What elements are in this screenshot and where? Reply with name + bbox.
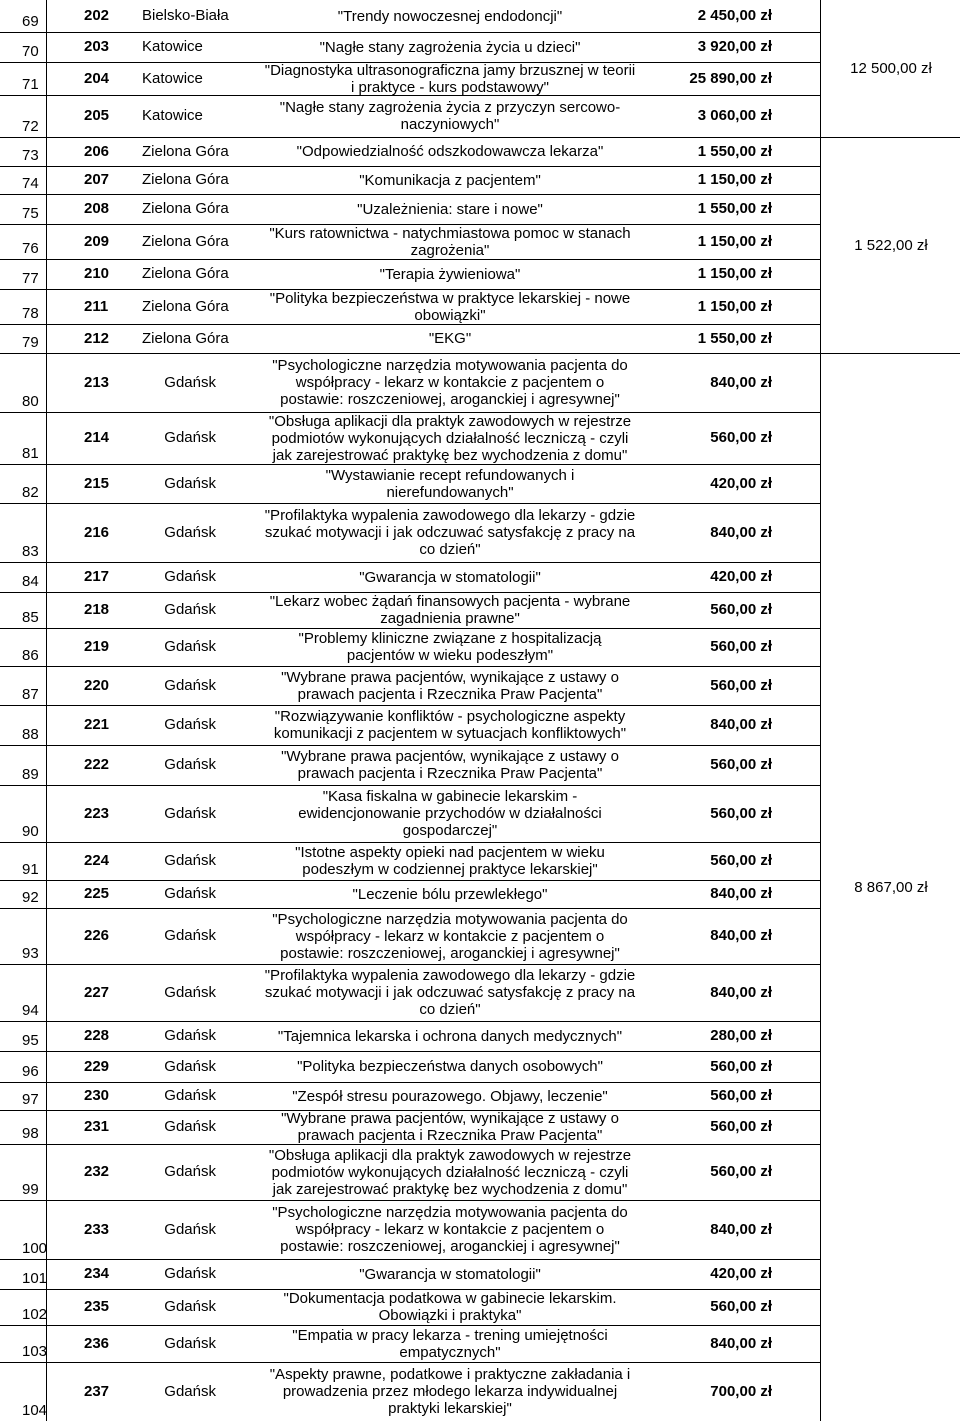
group-total-zielona-gora: 1 522,00 zł	[854, 236, 928, 254]
city-name: Zielona Góra	[142, 171, 229, 188]
course-price: 280,00 zł	[710, 1027, 772, 1044]
table-row	[0, 745, 820, 785]
city-name: Zielona Góra	[142, 265, 229, 282]
table-row	[0, 62, 820, 95]
course-number: 212	[84, 329, 110, 347]
course-number: 223	[84, 804, 110, 822]
city-name: Zielona Góra	[142, 200, 229, 217]
course-title: "Aspekty prawne, podatkowe i praktyczne zakładania i prowadzenia przez młodego lekarza indywidualnej praktyki lekarskiej"	[269, 1366, 631, 1417]
course-title: "Kurs ratownictwa - natychmiastowa pomoc w stanach zagrożenia"	[269, 224, 631, 259]
table-row	[0, 1051, 820, 1082]
row-number: 99	[22, 1181, 39, 1198]
table-row	[0, 666, 820, 705]
group-total-katowice: 12 500,00 zł	[850, 60, 932, 77]
course-number: 231	[84, 1118, 110, 1135]
course-number: 210	[84, 265, 110, 282]
course-number: 235	[84, 1298, 110, 1315]
course-title: "Nagłe stany zagrożenia życia u dzieci"	[319, 38, 581, 56]
course-title: "Rozwiązywanie konfliktów - psychologiczne aspekty komunikacji z pacjentem w sytuacjach konfliktowych"	[273, 708, 627, 742]
city-name: Gdańsk	[164, 927, 216, 944]
city-name: Katowice	[142, 38, 203, 55]
table-row	[0, 1259, 820, 1289]
row-number: 103	[22, 1343, 48, 1360]
course-price: 840,00 zł	[710, 716, 772, 733]
table-row	[0, 353, 820, 412]
city-name: Gdańsk	[164, 1334, 216, 1352]
course-number: 219	[84, 638, 110, 655]
table-row	[0, 785, 820, 842]
city-name: Gdańsk	[164, 1087, 216, 1104]
table-row	[0, 842, 820, 880]
course-price: 560,00 zł	[710, 1163, 772, 1180]
table-row	[0, 908, 820, 964]
course-number: 217	[84, 568, 110, 585]
table-row	[0, 705, 820, 745]
row-number: 88	[22, 726, 39, 743]
row-number: 86	[22, 647, 39, 664]
course-title: "Wybrane prawa pacjentów, wynikające z ustawy o prawach pacjenta i Rzecznika Praw Pacjenta"	[281, 668, 619, 703]
table-row	[0, 324, 820, 353]
table-row	[0, 95, 820, 137]
row-number: 104	[22, 1402, 48, 1419]
course-number: 237	[84, 1382, 110, 1400]
city-name: Gdańsk	[164, 1382, 216, 1400]
row-number: 93	[22, 945, 39, 962]
course-title: "Psychologiczne narzędzia motywowania pacjenta do współpracy - lekarz w kontakcie z pacjentem o postawie: roszczeniowej, aroganckiej i agresywnej"	[272, 910, 628, 962]
city-name: Gdańsk	[164, 1163, 216, 1180]
course-price: 560,00 zł	[710, 1057, 772, 1075]
row-number: 90	[22, 823, 39, 840]
table-row	[0, 194, 820, 224]
course-number: 204	[84, 69, 110, 87]
course-title: "Komunikacja z pacjentem"	[359, 171, 541, 189]
city-name: Gdańsk	[164, 1298, 216, 1315]
row-number: 101	[22, 1270, 48, 1287]
city-name: Katowice	[142, 107, 203, 124]
course-number: 205	[84, 107, 110, 124]
row-number: 94	[22, 1002, 39, 1019]
course-price: 840,00 zł	[710, 1334, 772, 1352]
city-name: Gdańsk	[164, 1265, 216, 1282]
course-title: "Gwarancja w stomatologii"	[359, 568, 541, 586]
column-divider	[820, 0, 821, 1421]
course-title: "Empatia w pracy lekarza - trening umiejętności empatycznych"	[292, 1326, 608, 1361]
table-row	[0, 1362, 820, 1421]
course-price: 560,00 zł	[710, 1118, 772, 1135]
course-number: 229	[84, 1057, 110, 1075]
city-name: Gdańsk	[164, 568, 216, 585]
course-number: 224	[84, 852, 110, 869]
course-number: 208	[84, 200, 110, 217]
course-price: 560,00 zł	[710, 601, 772, 618]
table-row	[0, 1082, 820, 1110]
course-price: 420,00 zł	[710, 1265, 772, 1282]
course-number: 233	[84, 1220, 110, 1238]
row-number: 73	[22, 147, 39, 164]
row-number: 72	[22, 118, 39, 135]
row-number: 100	[22, 1240, 48, 1257]
table-row	[0, 0, 820, 32]
row-number: 87	[22, 686, 39, 703]
table-row	[0, 964, 820, 1021]
course-title: "Diagnostyka ultrasonograficzna jamy brzusznej w teorii i praktyce - kurs podstawowy"	[264, 61, 636, 96]
group-total-gdansk: 8 867,00 zł	[854, 878, 928, 896]
course-title: "Obsługa aplikacji dla praktyk zawodowych w rejestrze podmiotów wykonujących działalność leczniczą - czyli jak zarejestrować praktykę bez wychodzenia z domu"	[268, 1146, 632, 1198]
row-number: 74	[22, 175, 39, 192]
course-number: 218	[84, 601, 110, 618]
row-number: 82	[22, 484, 39, 501]
city-name: Gdańsk	[164, 1027, 216, 1044]
row-number: 85	[22, 609, 39, 626]
course-number: 226	[84, 927, 110, 944]
table-row	[0, 562, 820, 592]
table-row	[0, 592, 820, 628]
course-price: 840,00 zł	[710, 523, 772, 541]
course-title: "Odpowiedzialność odszkodowawcza lekarza"	[296, 143, 604, 160]
city-name: Gdańsk	[164, 716, 216, 733]
row-number: 98	[22, 1125, 39, 1142]
table-row	[0, 503, 820, 562]
course-price: 560,00 zł	[710, 852, 772, 869]
course-title: "Dokumentacja podatkowa w gabinecie lekarskim. Obowiązki i praktyka"	[283, 1290, 617, 1324]
course-price: 420,00 zł	[710, 568, 772, 585]
row-number: 91	[22, 861, 39, 878]
course-number: 213	[84, 373, 110, 391]
row-number: 92	[22, 889, 39, 906]
city-name: Gdańsk	[164, 1220, 216, 1238]
row-number: 76	[22, 240, 39, 257]
course-price: 560,00 zł	[710, 676, 772, 694]
course-number: 225	[84, 885, 110, 902]
course-number: 234	[84, 1265, 110, 1282]
course-price: 2 450,00 zł	[697, 7, 772, 24]
city-name: Zielona Góra	[142, 232, 229, 250]
course-title: "Nagłe stany zagrożenia życia z przyczyn sercowo- naczyniowych"	[279, 99, 621, 133]
course-number: 216	[84, 523, 110, 541]
table-row	[0, 1144, 820, 1200]
row-number: 70	[22, 43, 39, 60]
course-price: 560,00 zł	[710, 638, 772, 655]
course-title: "Lekarz wobec żądań finansowych pacjenta - wybrane zagadnienia prawne"	[269, 593, 631, 627]
row-number: 83	[22, 543, 39, 560]
course-price: 560,00 zł	[710, 1298, 772, 1315]
table-row	[0, 1325, 820, 1362]
city-name: Gdańsk	[164, 601, 216, 618]
table-row	[0, 1021, 820, 1051]
course-title: "Wybrane prawa pacjentów, wynikające z ustawy o prawach pacjenta i Rzecznika Praw Pacjenta"	[281, 1110, 619, 1144]
course-price: 3 920,00 zł	[697, 38, 772, 55]
city-name: Gdańsk	[164, 804, 216, 822]
course-number: 230	[84, 1087, 110, 1104]
course-title: "Tajemnica lekarska i ochrona danych medycznych"	[277, 1027, 623, 1045]
course-title: "Profilaktyka wypalenia zawodowego dla lekarzy - gdzie szukać motywacji i jak odczuwać satysfakcję z pracy na co dzień"	[264, 507, 636, 558]
row-number: 84	[22, 573, 39, 590]
course-title: "Profilaktyka wypalenia zawodowego dla lekarzy - gdzie szukać motywacji i jak odczuwać satysfakcję z pracy na co dzień"	[264, 967, 636, 1018]
row-number: 97	[22, 1091, 39, 1108]
table-row	[0, 1110, 820, 1144]
course-number: 236	[84, 1334, 110, 1352]
course-title: "EKG"	[428, 330, 472, 347]
course-price: 560,00 zł	[710, 804, 772, 822]
course-price: 840,00 zł	[710, 983, 772, 1001]
course-number: 203	[84, 38, 110, 55]
course-number: 222	[84, 756, 110, 773]
course-title: "Psychologiczne narzędzia motywowania pacjenta do współpracy - lekarz w kontakcie z pacjentem o postawie: roszczeniowej, aroganckiej i agresywnej"	[272, 1204, 628, 1255]
row-number: 69	[22, 13, 39, 30]
course-price: 1 150,00 zł	[697, 232, 772, 250]
row-number: 81	[22, 445, 39, 462]
course-price: 840,00 zł	[710, 373, 772, 391]
row-number: 89	[22, 766, 39, 783]
course-number: 209	[84, 232, 110, 250]
course-title: "Wybrane prawa pacjentów, wynikające z ustawy o prawach pacjenta i Rzecznika Praw Pacjenta"	[281, 748, 619, 782]
course-price: 560,00 zł	[710, 1087, 772, 1104]
table-row	[0, 259, 820, 289]
city-name: Gdańsk	[164, 523, 216, 541]
course-title: "Wystawianie recept refundowanych i nierefundowanych"	[325, 466, 575, 501]
course-price: 840,00 zł	[710, 1220, 772, 1238]
course-title: "Zespół stresu pourazowego. Objawy, leczenie"	[292, 1087, 608, 1105]
city-name: Gdańsk	[164, 474, 216, 492]
course-price: 1 150,00 zł	[697, 265, 772, 282]
row-number: 75	[22, 205, 39, 222]
course-number: 206	[84, 142, 110, 160]
course-title: "Kasa fiskalna w gabinecie lekarskim - ewidencjonowanie przychodów w działalności gospodarczej"	[298, 788, 602, 839]
course-number: 202	[84, 7, 110, 24]
city-name: Bielsko-Biała	[142, 7, 229, 24]
course-price: 840,00 zł	[710, 885, 772, 902]
row-number: 79	[22, 334, 39, 351]
city-name: Gdańsk	[164, 1118, 216, 1135]
table-row	[0, 464, 820, 503]
city-name: Gdańsk	[164, 429, 216, 446]
course-number: 228	[84, 1027, 110, 1044]
city-name: Gdańsk	[164, 983, 216, 1001]
table-row	[0, 628, 820, 666]
row-number: 102	[22, 1306, 48, 1323]
course-title: "Uzależnienia: stare i nowe"	[357, 200, 543, 218]
city-name: Gdańsk	[164, 756, 216, 773]
city-name: Zielona Góra	[142, 142, 229, 160]
course-title: "Problemy kliniczne związane z hospitalizacją pacjentów w wieku podeszłym"	[298, 630, 602, 664]
city-name: Zielona Góra	[142, 297, 229, 315]
course-price: 1 550,00 zł	[697, 329, 772, 347]
course-price: 25 890,00 zł	[689, 69, 772, 87]
row-number: 80	[22, 393, 39, 410]
course-number: 232	[84, 1163, 110, 1180]
table-row	[0, 166, 820, 194]
course-price: 560,00 zł	[710, 756, 772, 773]
table-row	[0, 1200, 820, 1259]
row-number: 78	[22, 305, 39, 322]
table-row	[0, 289, 820, 324]
course-title: "Polityka bezpieczeństwa w praktyce lekarskiej - nowe obowiązki"	[269, 289, 631, 324]
city-name: Gdańsk	[164, 373, 216, 391]
course-title: "Leczenie bólu przewlekłego"	[352, 885, 548, 903]
city-name: Zielona Góra	[142, 329, 229, 347]
course-title: "Terapia żywieniowa"	[379, 265, 521, 283]
course-title: "Trendy nowoczesnej endodoncji"	[337, 7, 563, 25]
course-price: 840,00 zł	[710, 927, 772, 944]
table-row	[0, 224, 820, 259]
table-row	[0, 32, 820, 62]
course-title: "Psychologiczne narzędzia motywowania pacjenta do współpracy - lekarz w kontakcie z pacjentem o postawie: roszczeniowej, aroganckiej i agresywnej"	[272, 357, 628, 408]
course-price: 1 150,00 zł	[697, 171, 772, 188]
course-number: 227	[84, 983, 110, 1001]
row-number: 77	[22, 270, 39, 287]
course-price: 560,00 zł	[710, 429, 772, 446]
course-number: 220	[84, 676, 110, 694]
course-price: 420,00 zł	[710, 474, 772, 492]
course-price: 3 060,00 zł	[697, 107, 772, 124]
city-name: Gdańsk	[164, 638, 216, 655]
city-name: Gdańsk	[164, 852, 216, 869]
course-title: "Obsługa aplikacji dla praktyk zawodowych w rejestrze podmiotów wykonujących działalność leczniczą - czyli jak zarejestrować praktykę bez wychodzenia z domu"	[268, 412, 632, 464]
course-price: 1 550,00 zł	[697, 200, 772, 217]
table-row	[0, 137, 820, 166]
course-price: 700,00 zł	[710, 1382, 772, 1400]
course-number: 221	[84, 716, 110, 733]
row-number: 95	[22, 1032, 39, 1049]
course-title: "Istotne aspekty opieki nad pacjentem w wieku podeszłym w codziennej praktyce lekarskiej"	[295, 844, 605, 878]
course-title: "Polityka bezpieczeństwa danych osobowych"	[297, 1058, 603, 1075]
course-number: 211	[84, 297, 109, 315]
course-price: 1 550,00 zł	[697, 142, 772, 160]
table-row	[0, 880, 820, 908]
row-number: 71	[22, 76, 39, 93]
course-number: 215	[84, 474, 110, 492]
city-name: Gdańsk	[164, 676, 216, 694]
row-number: 96	[22, 1063, 39, 1080]
city-name: Gdańsk	[164, 1057, 216, 1075]
course-number: 214	[84, 429, 110, 446]
course-price: 1 150,00 zł	[697, 297, 772, 315]
course-title: "Gwarancja w stomatologii"	[359, 1265, 541, 1283]
course-number: 207	[84, 171, 110, 188]
city-name: Gdańsk	[164, 885, 216, 902]
table-row	[0, 1289, 820, 1325]
city-name: Katowice	[142, 69, 203, 87]
table-row	[0, 412, 820, 464]
